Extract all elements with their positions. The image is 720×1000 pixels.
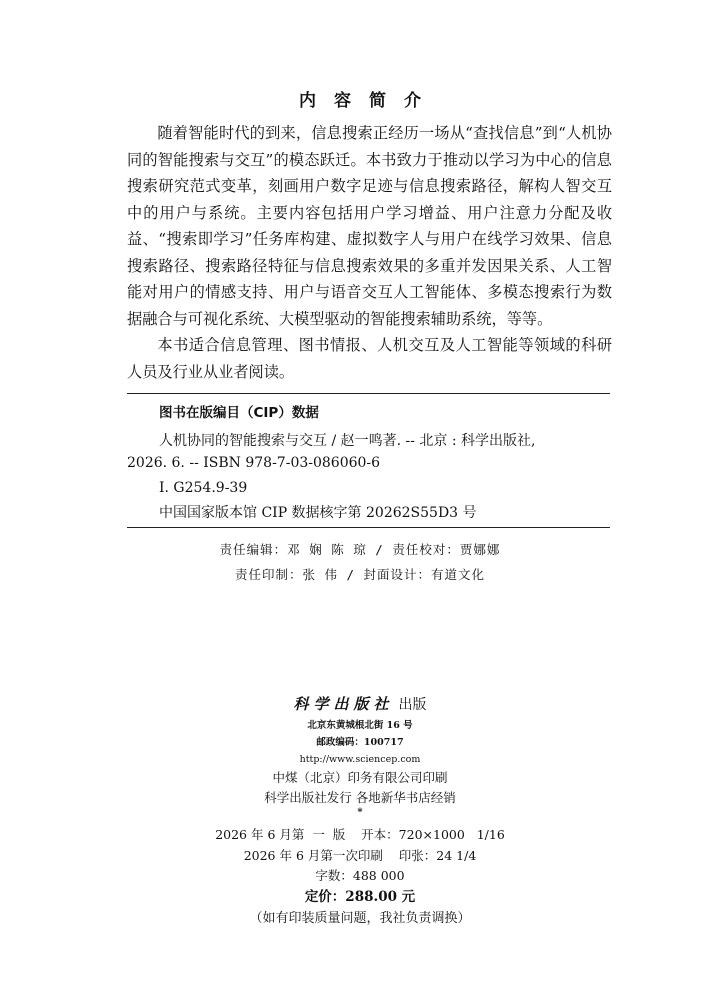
word-count: 字数：488 000 [315,868,405,883]
editor-credits: 责任编辑：邓 娴 陈 琼 / 责任校对：贾娜娜 [219,542,501,557]
distribution-line: 科学出版社发行 各地新华书店经销 [264,790,456,805]
abstract-section [127,120,612,385]
printer-line: 中煤（北京）印务有限公司印刷 [272,770,448,785]
publication-info [0,692,720,930]
production-credits: 责任印制：张 伟 / 封面设计：有道文化 [234,567,486,582]
price: 定价：288.00 元 [304,889,416,905]
abstract-paragraph-1: 随着智能时代的到来，信息搜索正经历一场从“查找信息”到“人机协同的智能搜索与交互”的模态跃迁。本书致力于推动以学习为中心的信息搜索研究范式变革，刻画用户数字足迹与信息搜索路径，解构人智交互中的用户与系统。主要内容包括用户学习增益、用户注意力分配及收益、“搜索即学习”任务库构建、虚拟数字人与用户在线学习效果、信息搜索路径、搜索路径特征与信息搜索效果的多重并发因果关系、人工智能对用户的情感支持、用户与语音交互人工智能体、多模态搜索行为数据融合与可视化系统、大模型驱动的智能搜索辅助系统，等等。 [127,124,612,328]
quality-note: （如有印装质量问题，我社负责调换） [249,911,471,926]
abstract-paragraph-2: 本书适合信息管理、图书情报、人机交互及人工智能等领域的科研人员及行业从业者阅读。 [127,336,612,381]
edition-line: 2026 年 6 月第 一 版 开本：720×1000 1/16 [215,827,505,842]
publisher-website: http://www.sciencep.com [299,754,421,765]
publisher-postcode: 邮政编码：100717 [316,737,404,748]
printing-line: 2026 年 6 月第一次印刷 印张：24 1/4 [243,848,477,863]
cip-top-rule [127,393,610,394]
star-separator: * [357,807,363,818]
cip-heading: 图书在版编目（CIP）数据 [159,405,319,421]
cip-bottom-rule [127,527,610,528]
cip-line-3: Ⅰ. G254.9-39 [159,480,248,496]
cip-line-4: 中国国家版本馆 CIP 数据核字第 20262S55D3 号 [159,505,477,521]
cip-block [127,402,610,524]
cip-line-2: 2026. 6. -- ISBN 978-7-03-086060-6 [127,455,381,471]
publisher-address: 北京东黄城根北街 16 号 [307,720,413,731]
cip-line-1: 人机协同的智能搜索与交互 / 赵一鸣著. -- 北京 : 科学出版社, [159,433,536,449]
publisher-suffix: 出版 [398,697,427,713]
page-title: 内容简介 [299,91,439,111]
publisher-name: 科学出版社 [293,695,394,713]
